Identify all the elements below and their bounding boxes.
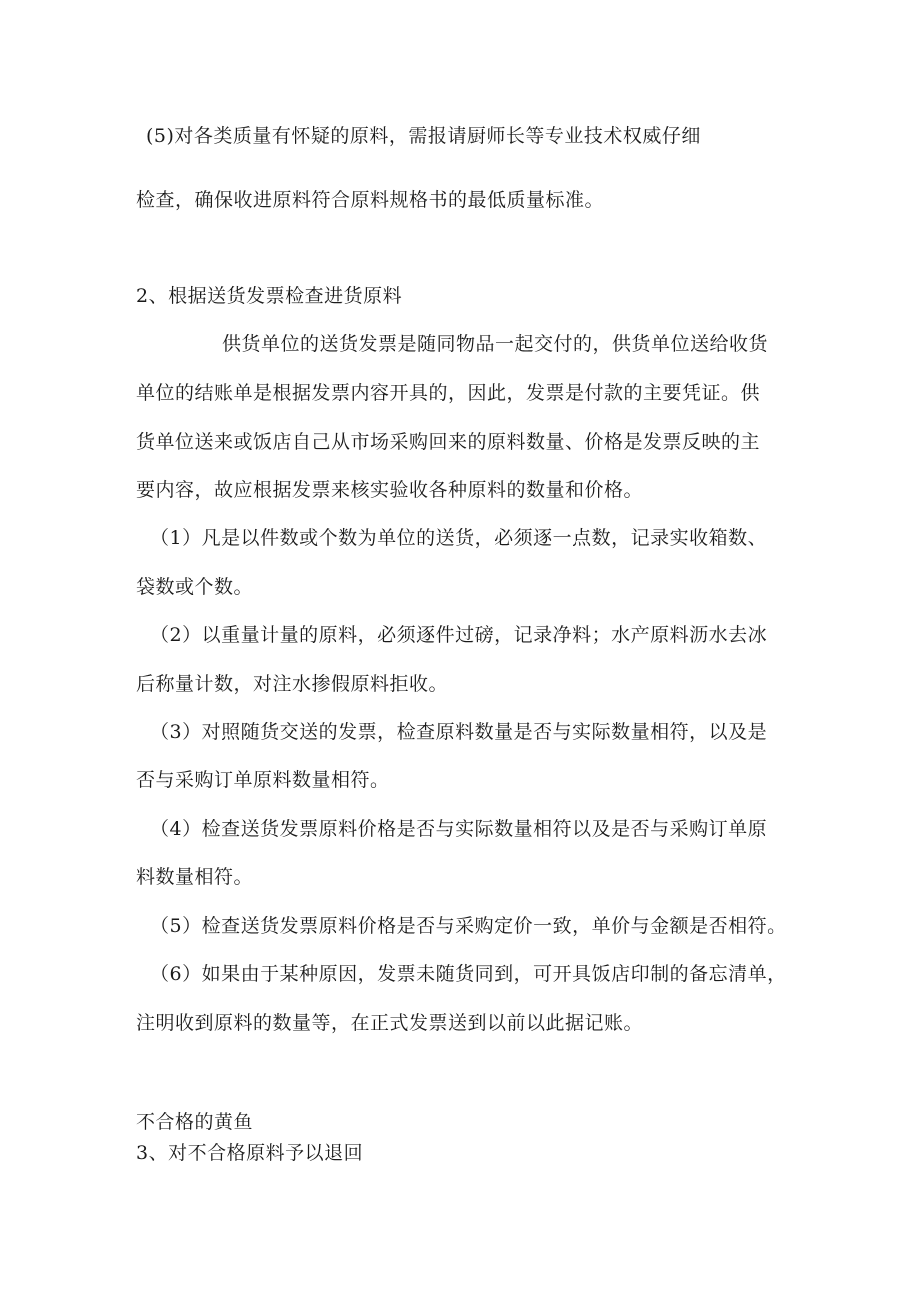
paragraph-line: 货单位送来或饭店自己从市场采购回来的原料数量、价格是发票反映的主 — [136, 431, 761, 453]
list-item-line: （2）以重量计量的原料，必须逐件过磅，记录净料；水产原料沥水去冰 — [150, 624, 768, 646]
section-heading: 2、根据送货发票检查进货原料 — [136, 285, 403, 307]
list-item-line: 料数量相符。 — [136, 866, 254, 888]
list-item-line: （1）凡是以件数或个数为单位的送货，必须逐一点数，记录实收箱数、 — [150, 527, 768, 549]
paragraph-line: 单位的结账单是根据发票内容开具的，因此，发票是付款的主要凭证。供 — [136, 382, 761, 404]
list-item-line: 注明收到原料的数量等，在正式发票送到以前以此据记账。 — [136, 1012, 644, 1034]
list-item-line: 袋数或个数。 — [136, 576, 254, 598]
paragraph-line: 供货单位的送货发票是随同物品一起交付的，供货单位送给收货 — [222, 333, 769, 355]
paragraph-line: 要内容，故应根据发票来核实验收各种原料的数量和价格。 — [136, 479, 644, 501]
list-item-line: （6）如果由于某种原因，发票未随货同到，可开具饭店印制的备忘清单， — [150, 963, 787, 985]
list-item-line: 否与采购订单原料数量相符。 — [136, 769, 390, 791]
list-item-line: （4）检查送货发票原料价格是否与实际数量相符以及是否与采购订单原 — [150, 818, 768, 840]
image-caption: 不合格的黄鱼 — [136, 1111, 254, 1133]
list-item-line: （3）对照随货交送的发票，检查原料数量是否与实际数量相符，以及是 — [150, 721, 768, 743]
list-item-line: 后称量计数，对注水掺假原料拒收。 — [136, 673, 449, 695]
list-item-line: （5）检查送货发票原料价格是否与采购定价一致，单价与金额是否相符。 — [150, 915, 787, 937]
paragraph-line: (5)对各类质量有怀疑的原料，需报请厨师长等专业技术权威仔细 — [146, 125, 701, 147]
section-heading: 3、对不合格原料予以退回 — [136, 1142, 364, 1164]
paragraph-line: 检查，确保收进原料符合原料规格书的最低质量标准。 — [136, 189, 605, 211]
